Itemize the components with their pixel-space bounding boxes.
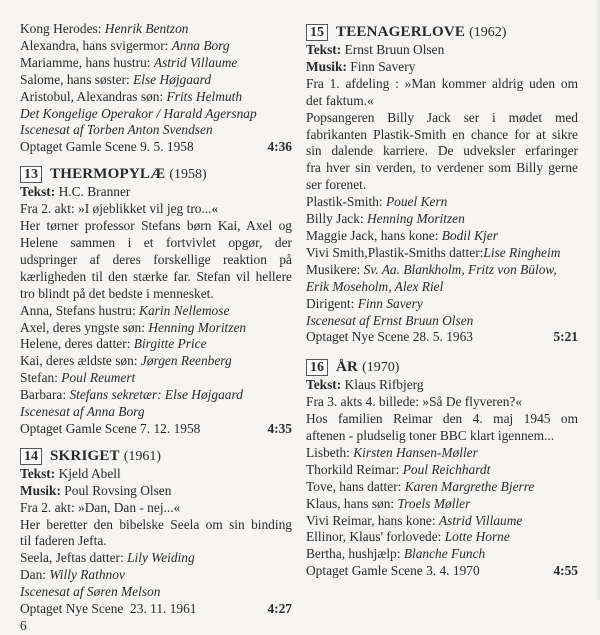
staged-by: Iscenesat af Ernst Bruun Olsen — [306, 312, 474, 328]
cast-line — [306, 496, 578, 513]
actor: Troels Møller — [397, 495, 471, 511]
role: Billy Jack: — [306, 211, 367, 227]
actor: Lily Weiding — [127, 550, 195, 566]
cast-line — [20, 72, 292, 89]
cast-line — [306, 211, 578, 228]
cast-line — [20, 89, 292, 106]
recording-info — [20, 421, 292, 438]
text-credit — [306, 377, 578, 394]
page-number: 6 — [20, 618, 27, 633]
right-column — [306, 21, 578, 580]
track-heading — [20, 447, 292, 466]
duration: 4:55 — [553, 563, 578, 579]
text-credit — [20, 184, 292, 201]
cast-line — [306, 445, 578, 462]
author: H.C. Branner — [58, 184, 131, 200]
recorded-text: Optaget Nye Scene 28. 5. 1963 — [306, 329, 473, 345]
role: Musikere: — [306, 261, 364, 277]
conductor-line — [306, 296, 578, 313]
role: Kai, deres ældste søn: — [20, 353, 141, 369]
cast-line — [306, 245, 578, 262]
role: Maggie Jack, hans kone: — [306, 227, 442, 243]
description-line: ser forenet. — [306, 177, 367, 193]
musicians-continued: Erik Moseholm, Alex Riel — [306, 278, 444, 294]
description-line: Helene sammen i et fortvivlet opgør, der — [20, 234, 292, 250]
label: Tekst: — [306, 377, 342, 393]
role: Axel, deres yngste søn: — [20, 319, 149, 335]
role: Seela, Jeftas datter: — [20, 550, 128, 566]
label: Tekst: — [306, 42, 342, 57]
role: Stefan: — [20, 370, 62, 386]
actor: Sv. Aa. Blankholm, Fritz von Bülow, — [363, 261, 557, 277]
actor: Astrid Villaume — [438, 512, 523, 528]
description-line: fabrikanten Plastik-Smith en chance for at sikre — [306, 126, 578, 142]
role: Anna, Stefans hustru: — [20, 302, 140, 318]
role: Ellinor, Klaus' forlovede: — [306, 529, 445, 545]
author: Finn Savery — [350, 58, 416, 74]
track-heading — [20, 165, 292, 184]
staged-by: Iscenesat af Torben Anton Svendsen — [20, 122, 213, 138]
actor: Anna Borg — [171, 37, 230, 53]
music-credit — [20, 483, 292, 500]
cast-line — [20, 550, 292, 567]
actor: Henning Moritzen — [367, 211, 465, 227]
actor: Willy Rathnov — [49, 567, 125, 583]
cast-line — [20, 336, 292, 353]
actor: Bodil Kjer — [441, 227, 498, 243]
role: Plastik-Smith: — [306, 194, 386, 210]
actor: Lise Ringheim — [483, 244, 561, 260]
description-line: fra hver sin verden, to verdener som Billy gerne — [306, 160, 578, 176]
cast-line — [306, 262, 578, 279]
role: Salome, hans søster: — [20, 71, 134, 87]
role: Vivi Reimar, hans kone: — [306, 512, 439, 528]
recorded-text: Optaget Gamle Scene 3. 4. 1970 — [306, 563, 480, 579]
staged-by: Iscenesat af Anna Borg — [20, 404, 145, 420]
actor: Birgitte Price — [133, 336, 207, 352]
role: Vivi Smith,Plastik-Smiths datter: — [306, 244, 484, 260]
duration: 4:36 — [267, 139, 292, 155]
role: Alexandra, hans svigermor: — [20, 37, 172, 53]
cast-line — [20, 320, 292, 337]
actor: Jørgen Reenberg — [140, 353, 232, 369]
track-title: TEENAGERLOVE — [336, 24, 466, 40]
track-number: 14 — [20, 448, 42, 465]
role: Helene, deres datter: — [20, 336, 134, 352]
actor: Poul Reumert — [61, 370, 136, 386]
author: Klaus Rifbjerg — [344, 377, 424, 393]
author: Ernst Bruun Olsen — [344, 42, 445, 57]
role: Klaus, hans søn: — [306, 495, 398, 511]
actor: Karin Nellemose — [139, 302, 230, 318]
excerpt: Fra 2. akt: »Dan, Dan - nej...« — [20, 499, 181, 515]
description-line: tro blindt på det bedste i mennesket. — [20, 285, 214, 301]
actor: Finn Savery — [357, 295, 423, 311]
music-credit — [306, 59, 578, 76]
role: Barbara: — [20, 387, 70, 403]
track-14 — [20, 447, 292, 618]
cast-line — [306, 479, 578, 496]
cast-line — [306, 546, 578, 563]
actor: Kirsten Hansen-Møller — [353, 444, 478, 460]
recording-info — [20, 139, 292, 156]
left-column — [20, 21, 292, 635]
actor: Lotte Horne — [444, 529, 510, 545]
actor: Frits Helmuth — [166, 88, 243, 104]
label: Musik: — [20, 482, 61, 498]
role: Tove, hans datter: — [306, 478, 405, 494]
actor: Astrid Villaume — [153, 54, 238, 70]
excerpt: Fra 3. akts 4. billede: »Så De flyveren?« — [306, 394, 523, 410]
actor: Pouel Kern — [385, 194, 448, 210]
track-13 — [20, 165, 292, 438]
excerpt: Fra 2. akt: »I øjeblikket vil jeg tro...« — [20, 201, 219, 217]
track-year: (1970) — [362, 360, 400, 376]
role: Aristobul, Alexandras søn: — [20, 88, 167, 104]
duration: 4:27 — [267, 601, 292, 617]
track-title: ÅR — [336, 359, 359, 376]
cast-line — [306, 462, 578, 479]
cast-line — [20, 370, 292, 387]
actor: Henrik Bentzon — [104, 21, 189, 36]
role: Lisbeth: — [306, 444, 354, 460]
track-year: (1958) — [169, 167, 207, 183]
role: Dirigent: — [306, 295, 358, 311]
duration: 5:21 — [553, 329, 578, 345]
actor: Karen Margrethe Bjerre — [404, 478, 535, 494]
track-number: 16 — [306, 359, 328, 376]
excerpt-line: Fra 1. afdeling : »Man kommer aldrig uden om — [306, 75, 578, 91]
description-line: aftenen - pludselig toner BBC klart igennem... — [306, 428, 555, 444]
cast-line — [20, 38, 292, 55]
track-16 — [306, 358, 578, 580]
cast-line — [306, 529, 578, 546]
label: Musik: — [306, 58, 347, 74]
recorded-text: Optaget Gamle Scene 9. 5. 1958 — [20, 139, 194, 155]
actor: Poul Reichhardt — [402, 461, 491, 477]
track-15 — [306, 23, 578, 346]
duration: 4:35 — [267, 420, 292, 436]
cast-line — [20, 387, 292, 404]
cast-line — [306, 513, 578, 530]
role: Thorkild Reimar: — [306, 461, 403, 477]
actor: Blanche Funch — [403, 546, 486, 562]
track-year: (1962) — [469, 25, 507, 40]
track-title: SKRIGET — [50, 447, 120, 464]
track-title: THERMOPYLÆ — [50, 166, 166, 183]
author: Kjeld Abell — [58, 465, 121, 481]
description-line: sin dalende karriere. De udveksler erfaringer — [306, 143, 578, 159]
cast-line — [20, 55, 292, 72]
page-edge-shadow — [594, 0, 600, 600]
label: Tekst: — [20, 465, 56, 481]
staged-by: Iscenesat af Søren Melson — [20, 584, 161, 600]
text-credit — [20, 466, 292, 483]
choir-credit: Det Kongelige Operakor / Harald Agersnap — [20, 105, 257, 121]
description-line: kærligheden til den stærke far. Stefan vil hellere — [20, 268, 292, 284]
recording-info — [306, 329, 578, 346]
recorded-text: Optaget Nye Scene 23. 11. 1961 — [20, 601, 197, 617]
actor: Henning Moritzen — [148, 319, 247, 335]
track-12-continuation — [20, 21, 292, 156]
track-heading — [306, 358, 578, 377]
track-year: (1961) — [123, 448, 162, 464]
description-line: Her tørner professor Stefans børn Kai, Axel og — [20, 218, 292, 234]
track-number: 13 — [20, 166, 42, 183]
cast-line — [306, 228, 578, 245]
cast-line — [20, 303, 292, 320]
cast-line — [20, 21, 292, 38]
cast-line — [20, 353, 292, 370]
recorded-text: Optaget Gamle Scene 7. 12. 1958 — [20, 420, 201, 436]
role: Bertha, hushjælp: — [306, 546, 404, 562]
cast-line — [306, 194, 578, 211]
recording-info — [20, 601, 292, 618]
role: Dan: — [20, 567, 50, 583]
text-credit — [306, 42, 578, 59]
description-line: Hos familien Reimar den 4. maj 1945 om — [306, 411, 578, 427]
cast-line — [20, 567, 292, 584]
description-line: til faderen Jefta. — [20, 533, 107, 549]
recording-info — [306, 563, 578, 580]
role: Kong Herodes: — [20, 21, 105, 36]
excerpt-line: det faktum.« — [306, 92, 374, 108]
actor: Else Højgaard — [133, 71, 212, 87]
description-line: Her beretter den bibelske Seela om sin binding — [20, 516, 292, 532]
track-heading — [306, 23, 578, 42]
role: Mariamme, hans hustru: — [20, 54, 154, 70]
description-line: Popsangeren Billy Jack ser i mødet med — [306, 109, 578, 125]
description-line: udspringer af deres forskellige reaktion på — [20, 251, 292, 267]
track-number: 15 — [306, 24, 328, 41]
label: Tekst: — [20, 184, 56, 200]
actor: Stefans sekretær: Else Højgaard — [69, 387, 243, 403]
author: Poul Rovsing Olsen — [64, 482, 172, 498]
